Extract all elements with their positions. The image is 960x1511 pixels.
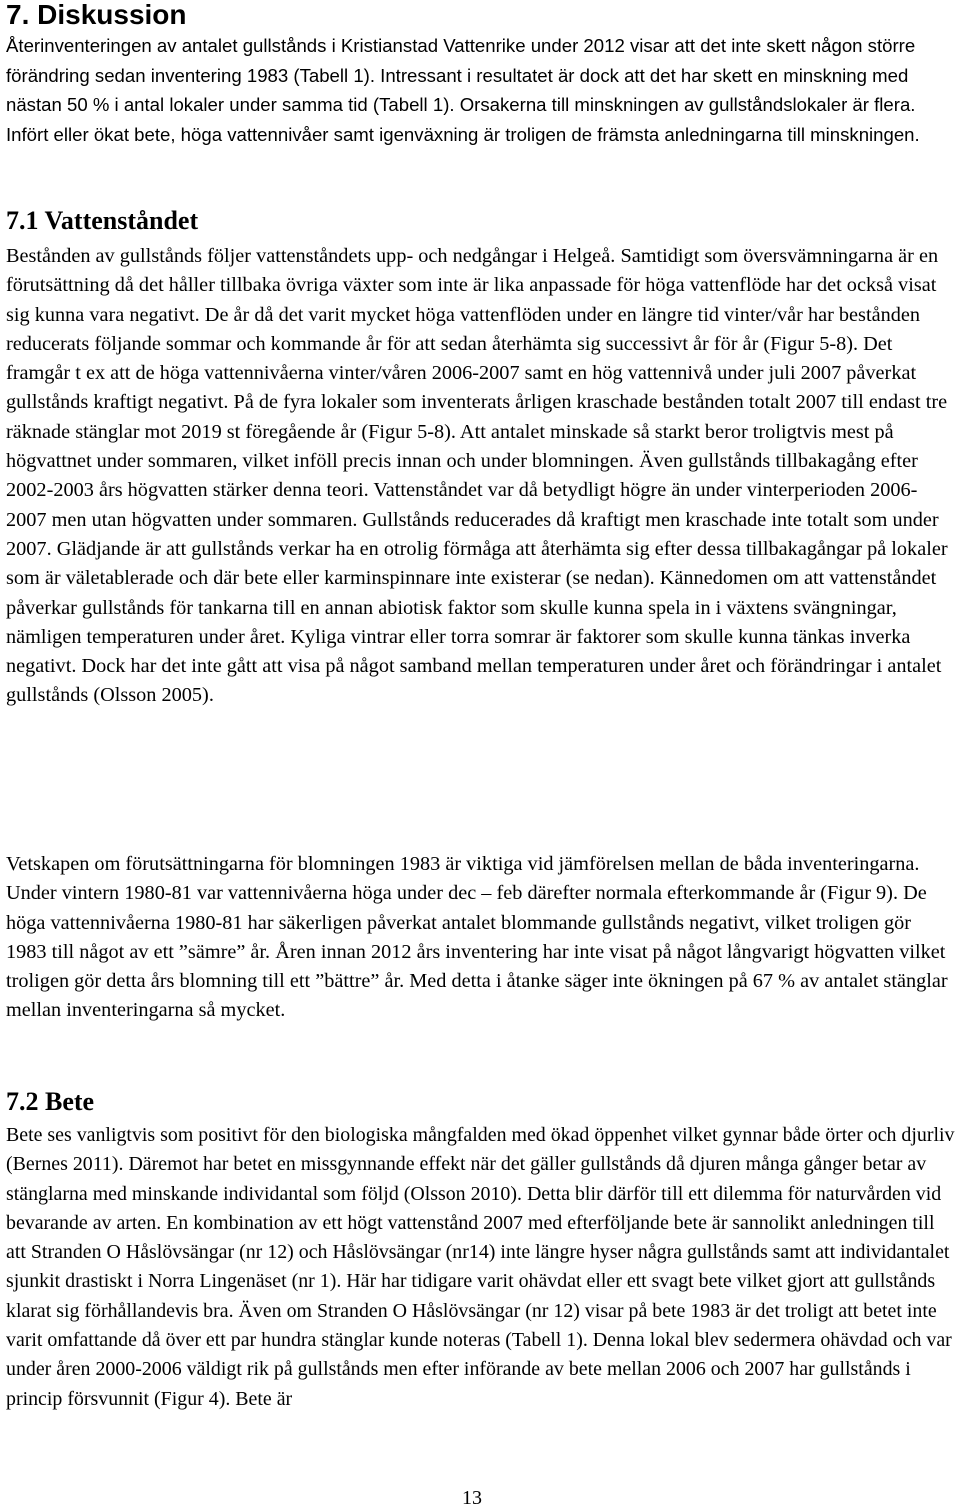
page-number: 13: [462, 1487, 482, 1509]
vetskapen-paragraph: Vetskapen om förutsättningarna för blomningen 1983 är viktiga vid jämförelsen mellan de båda inventeringarna. Under vintern 1980-81 var vattennivåerna höga under dec – feb därefter normala efterkommande år (Figur 9). De höga vattennivåerna 1980-81 har säkerligen påverkat antalet blommande gullstånds negativt, vilket troligen gör 1983 till något av ett ”sämre” år. Åren innan 2012 års inventering har inte visat på något långvarigt högvatten vilket troligen gör detta års blomning till ett ”bättre” år. Med detta i åtanke säger inte ökningen på 67 % av antalet stänglar mellan inventeringarna så mycket.: [6, 853, 948, 1022]
subsection-heading-vattenstandet: 7.1 Vattenståndet: [6, 206, 199, 235]
subsection-heading-bete: 7.2 Bete: [6, 1087, 95, 1116]
document-page: [6, 0, 956, 1410]
section-bete: [6, 1087, 94, 1117]
vattenstandet-paragraph: Bestånden av gullstånds följer vattenståndets upp- och nedgångar i Helgeå. Samtidigt som översvämningarna är en förutsättning då det håller tillbaka övriga växter som inte är lika anpassade för höga vattenflöde har det också visat sig kunna vara negativt. De år då det varit mycket höga vattenflöden under en längre tid vinter/vår har bestånden reducerats följande sommar och kommande år för att sedan återhämta sig successivt år för år (Figur 5-8). Det framgår t ex att de höga vattennivåerna vinter/våren 2006-2007 samt en hög vattennivå under juli 2007 påverkat gullstånds kraftigt negativt. På de fyra lokaler som inventerats årligen kraschade bestånden totalt 2007 till endast tre räknade stänglar mot 2019 st föregående år (Figur 5-8). Att antalet minskade så starkt beror troligtvis mest på högvattnet under sommaren, vilket inföll precis innan och under blomningen. Även gullstånds tillbakagång efter 2002-2003 års högvatten stärker denna teori. Vattenståndet var då betydligt högre än under vinterperioden 2006-2007 men utan högvatten under sommaren. Gullstånds reducerades då kraftigt men kraschade inte totalt som under 2007. Glädjande är att gullstånds verkar ha en otrolig förmåga att återhämta sig efter dessa tillbakagångar på lokaler som är väletablerade och där bete eller karminspinnare inte existerar (se nedan). Kännedomen om att vattenståndet påverkar gullstånds för tankarna till en annan abiotisk faktor som skulle kunna spela in i växtens svängningar, nämligen temperaturen under året. Kyliga vintrar eller torra somrar är faktorer som skulle kunna tänkas inverka negativt. Dock har det inte gått att visa på något samband mellan temperaturen under året och förändringar i antalet gullstånds (Olsson 2005).: [6, 245, 948, 707]
bete-paragraph: Bete ses vanligtvis som positivt för den biologiska mångfalden med ökad öppenhet vilket gynnar både örter och djurliv (Bernes 2011). Däremot har betet en missgynnande effekt när det gäller gullstånds då djuren många gånger betar av stänglarna med minskande individantal som följd (Olsson 2010). Detta blir därför till ett dilemma för naturvården vid bevarande av arten. En kombination av ett högt vattenstånd 2007 med efterföljande bete är sannolikt anledningen till att Stranden O Håslövsängar (nr 12) och Håslövsängar (nr14) inte längre hyser några gullstånds samt att individantalet sjunkit drastiskt i Norra Lingenäset (nr 1). Här har tidigare varit ohävdat eller ett svagt bete vilket gjort att gullstånds klarat sig förhållandevis bra. Även om Stranden O Håslövsängar (nr 12) visar på bete 1983 är det troligt att betet inte varit omfattande då över ett par hundra stänglar kunde noteras (Tabell 1). Denna lokal blev sedermera ohävdad och var under åren 2000-2006 väldigt rik på gullstånds men efter införande av bete mellan 2006 och 2007 har gullstånds i princip försvunnit (Figur 4). Bete är: [6, 1124, 955, 1410]
intro-paragraph: Återinventeringen av antalet gullstånds i Kristianstad Vattenrike under 2012 visar att det inte skett någon större förändring sedan inventering 1983 (Tabell 1). Intressant i resultatet är dock att det har skett en minskning med nästan 50 % i antal lokaler under samma tid (Tabell 1). Orsakerna till minskningen av gullståndslokaler är flera. Infört eller ökat bete, höga vattennivåer samt igenväxning är troligen de främsta anledningarna till minskningen.: [6, 35, 920, 145]
section-vattenstandet: [6, 206, 956, 236]
section-heading-diskussion: 7. Diskussion: [6, 0, 187, 30]
